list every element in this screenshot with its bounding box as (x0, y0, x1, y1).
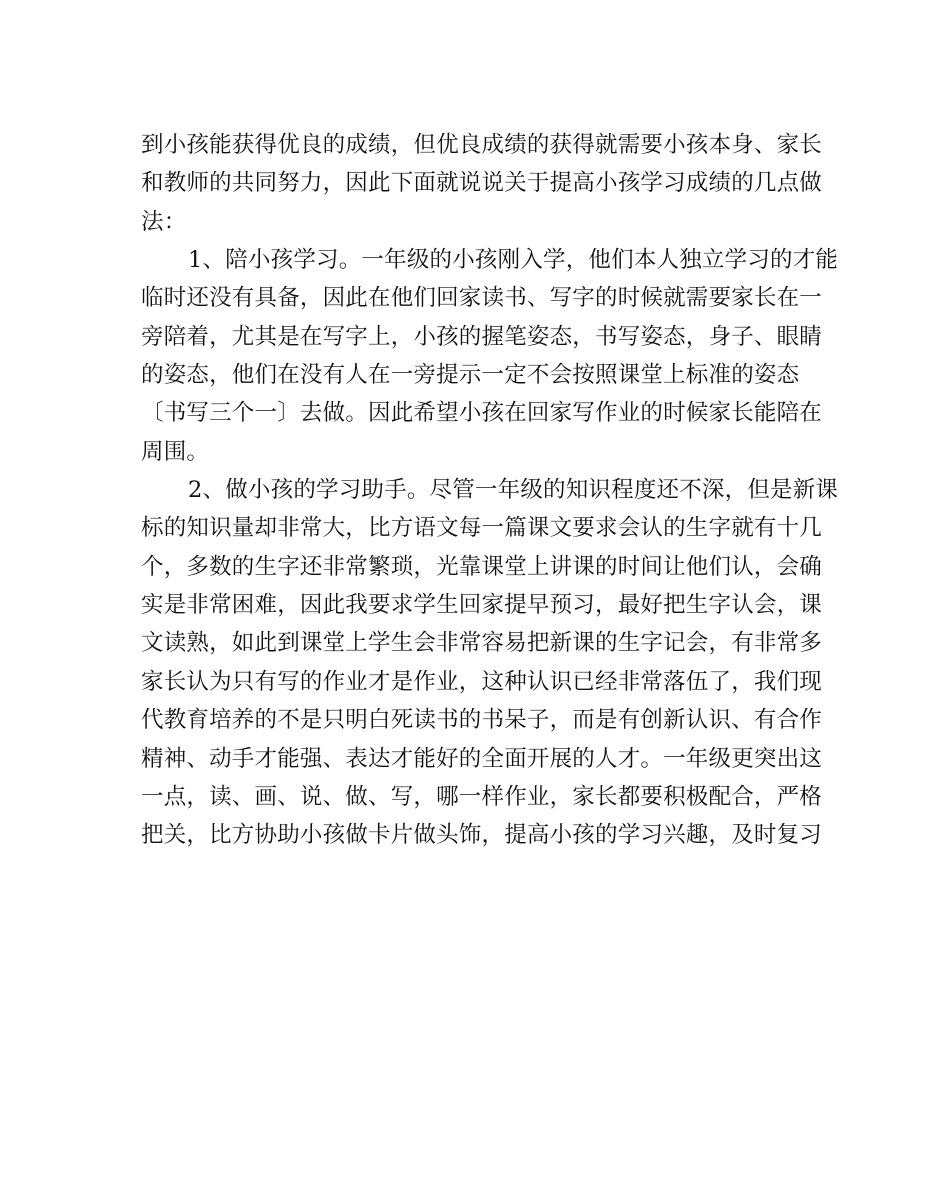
text-line: 周围。 (141, 438, 210, 465)
text-line: 把关，比方协助小孩做卡片做头饰，提高小孩的学习兴趣，及时复习 (141, 822, 823, 849)
text-line: 和教师的共同努力，因此下面就说说关于提高小孩学习成绩的几点做 (141, 170, 823, 197)
text-line: 法： (141, 208, 187, 235)
text-line: 个，多数的生字还非常繁琐，光靠课堂上讲课的时间让他们认，会确 (141, 553, 823, 580)
text-line: 文读熟，如此到课堂上学生会非常容易把新课的生字记会，有非常多 (141, 630, 823, 657)
text-line: 的姿态，他们在没有人在一旁提示一定不会按照课堂上标准的姿态 (141, 362, 800, 389)
document-body (141, 126, 839, 855)
text-line: 家长认为只有写的作业才是作业，这种认识已经非常落伍了，我们现 (141, 668, 823, 695)
text-line: 旁陪着，尤其是在写字上，小孩的握笔姿态，书写姿态，身子、眼睛 (141, 323, 823, 350)
text-line: 精神、动手才能强、表达才能好的全面开展的人才。一年级更突出这 (141, 745, 823, 772)
text-line: 实是非常困难，因此我要求学生回家提早预习，最好把生字认会，课 (141, 592, 823, 619)
text-line: 标的知识量却非常大，比方语文每一篇课文要求会认的生字就有十几 (141, 515, 823, 542)
text-line: 临时还没有具备，因此在他们回家读书、写字的时候就需要家长在一 (141, 285, 823, 312)
text-line: 1、陪小孩学习。一年级的小孩刚入学，他们本人独立学习的才能 (188, 247, 839, 274)
text-line: 〔书写三个一〕去做。因此希望小孩在回家写作业的时候家长能陪在 (141, 400, 823, 427)
text-line: 到小孩能获得优良的成绩，但优良成绩的获得就需要小孩本身、家长 (141, 132, 823, 158)
text-line: 一点，读、画、说、做、写，哪一样作业，家长都要积极配合，严格 (141, 783, 823, 810)
text-line: 代教育培养的不是只明白死读书的书呆子，而是有创新认识、有合作 (141, 707, 823, 734)
text-line: 2、做小孩的学习助手。尽管一年级的知识程度还不深，但是新课 (188, 477, 839, 504)
